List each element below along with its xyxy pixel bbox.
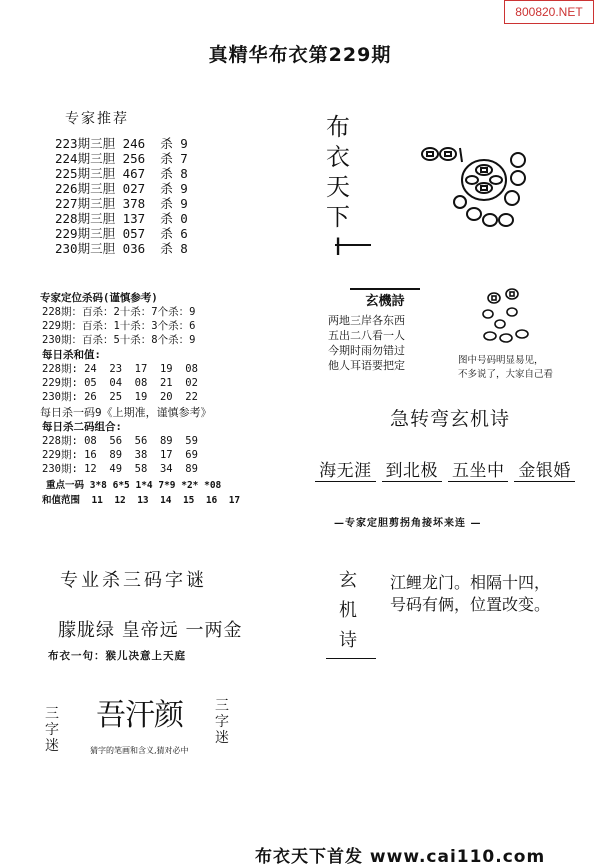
- zimi-title: 专业杀三码字谜: [60, 570, 207, 591]
- xuanji-line: 两地三岸各东西: [328, 314, 405, 327]
- xuanji-line: 今期时雨勿错过: [328, 344, 405, 357]
- szm-char: 迷: [45, 738, 59, 754]
- expert-kill-row: 230期：百杀：5十杀：8个杀：9: [42, 334, 196, 346]
- daily-two-row: 228期: 08 56 56 89 59: [42, 435, 198, 447]
- riddle-phrase: 海无涯: [315, 461, 376, 482]
- focus-line: 重点一码 3*8 6*5 1*4 7*9 *2* *08: [46, 480, 222, 491]
- coin-face-illustration: [478, 288, 548, 350]
- san-zi-mi-left: [42, 706, 62, 754]
- expert-kill-title: 专家定位杀码(谨慎参考): [40, 292, 158, 304]
- daily-two-row: 230期: 12 49 58 34 89: [42, 463, 198, 475]
- poem-line: 号码有俩，位置改变。: [390, 595, 551, 614]
- buyi-sentence: 布衣一句：猴儿决意上天庭: [48, 650, 186, 662]
- recommend-row: 230期三胆 036 杀 8: [55, 241, 188, 256]
- daily-two-title: 每日杀二码组合:: [42, 421, 122, 433]
- daily-sum-row: 229期: 05 04 08 21 02: [42, 377, 198, 389]
- daily-sum-row: 228期: 24 23 17 19 08: [42, 363, 198, 375]
- recommend-row: 223期三胆 246 杀 9: [55, 136, 188, 151]
- xuanji-char: 机: [339, 600, 357, 621]
- recommend-title: 专家推荐: [65, 111, 129, 127]
- szm-char: 三: [45, 706, 59, 722]
- szm-char: 迷: [215, 730, 229, 746]
- san-zi-mi-right: [212, 698, 232, 746]
- recommend-row: 229期三胆 057 杀 6: [55, 226, 188, 241]
- sum-range: 和值范围 11 12 13 14 15 16 17: [42, 495, 241, 506]
- daily-two-row: 229期: 16 89 38 17 69: [42, 449, 198, 461]
- recommend-row: 227期三胆 378 杀 9: [55, 196, 188, 211]
- recommend-row: 228期三胆 137 杀 0: [55, 211, 188, 226]
- poem-line: 江鲤龙门。相隔十四，: [390, 573, 551, 592]
- buyi-tianxia-vertical: [322, 112, 354, 262]
- buyi-char: 下: [326, 203, 350, 231]
- expert-dan-line: —专家定胆剪拐角接坏来连 —: [334, 518, 482, 529]
- buyi-char: 天: [326, 173, 350, 201]
- riddle-phrase: 金银婚: [514, 461, 575, 482]
- page-title: 真精华布衣第229期: [208, 44, 392, 66]
- daily-one-code: 每日杀一码9《上期准，谨慎参考》: [40, 406, 212, 419]
- watermark: 800820.NET: [504, 0, 594, 24]
- divider: [326, 658, 376, 659]
- recommend-row: 226期三胆 027 杀 9: [55, 181, 188, 196]
- recommend-row: 224期三胆 256 杀 7: [55, 151, 188, 166]
- xuanji-vertical: [336, 566, 360, 656]
- riddle-phrase: 五坐中: [448, 461, 509, 482]
- xuanji-char: 诗: [339, 630, 357, 651]
- expert-kill-row: 228期：百杀：2十杀：7个杀：9: [42, 306, 196, 318]
- figure-note: [458, 354, 553, 382]
- szm-char: 三: [215, 698, 229, 714]
- expert-kill-row: 229期：百杀：1十杀：3个杀：6: [42, 320, 196, 332]
- riddle-phrases: [300, 456, 590, 481]
- xuanji-box-title: 玄機詩: [350, 288, 420, 309]
- daily-sum-row: 230期: 26 25 19 20 22: [42, 391, 198, 403]
- buyi-char: 衣: [326, 143, 350, 171]
- xuanji-char: 玄: [339, 570, 357, 591]
- daily-sum-title: 每日杀和值:: [42, 349, 101, 361]
- riddle-hint: 猜字的笔画和含义,猜对必中: [90, 746, 189, 755]
- buyi-char: I: [334, 233, 342, 261]
- big-riddle: 吾汗颜: [96, 698, 183, 733]
- zimi-words: 朦胧绿 皇帝远 一两金: [58, 620, 243, 641]
- szm-char: 字: [45, 722, 59, 738]
- figure-note-line: 不多说了，大家自己看: [458, 369, 554, 380]
- xuanji-line: 五出二八看一人: [328, 329, 405, 342]
- szm-char: 字: [215, 714, 229, 730]
- figure-note-line: 图中号码明显易见，: [458, 355, 544, 366]
- footer-source: 布衣天下首发 www.cai110.com: [255, 847, 546, 867]
- recommend-row: 225期三胆 467 杀 8: [55, 166, 188, 181]
- riddle-phrase: 到北极: [382, 461, 443, 482]
- coin-figure-illustration: [412, 140, 532, 240]
- xuanji-line: 他人耳语要把定: [328, 359, 405, 372]
- xuanji-poem: [390, 572, 550, 616]
- buyi-char: 布: [326, 113, 350, 141]
- jizhuanwan-title: 急转弯玄机诗: [389, 408, 510, 430]
- xuanji-poem-box: [328, 288, 438, 373]
- divider: [335, 244, 371, 246]
